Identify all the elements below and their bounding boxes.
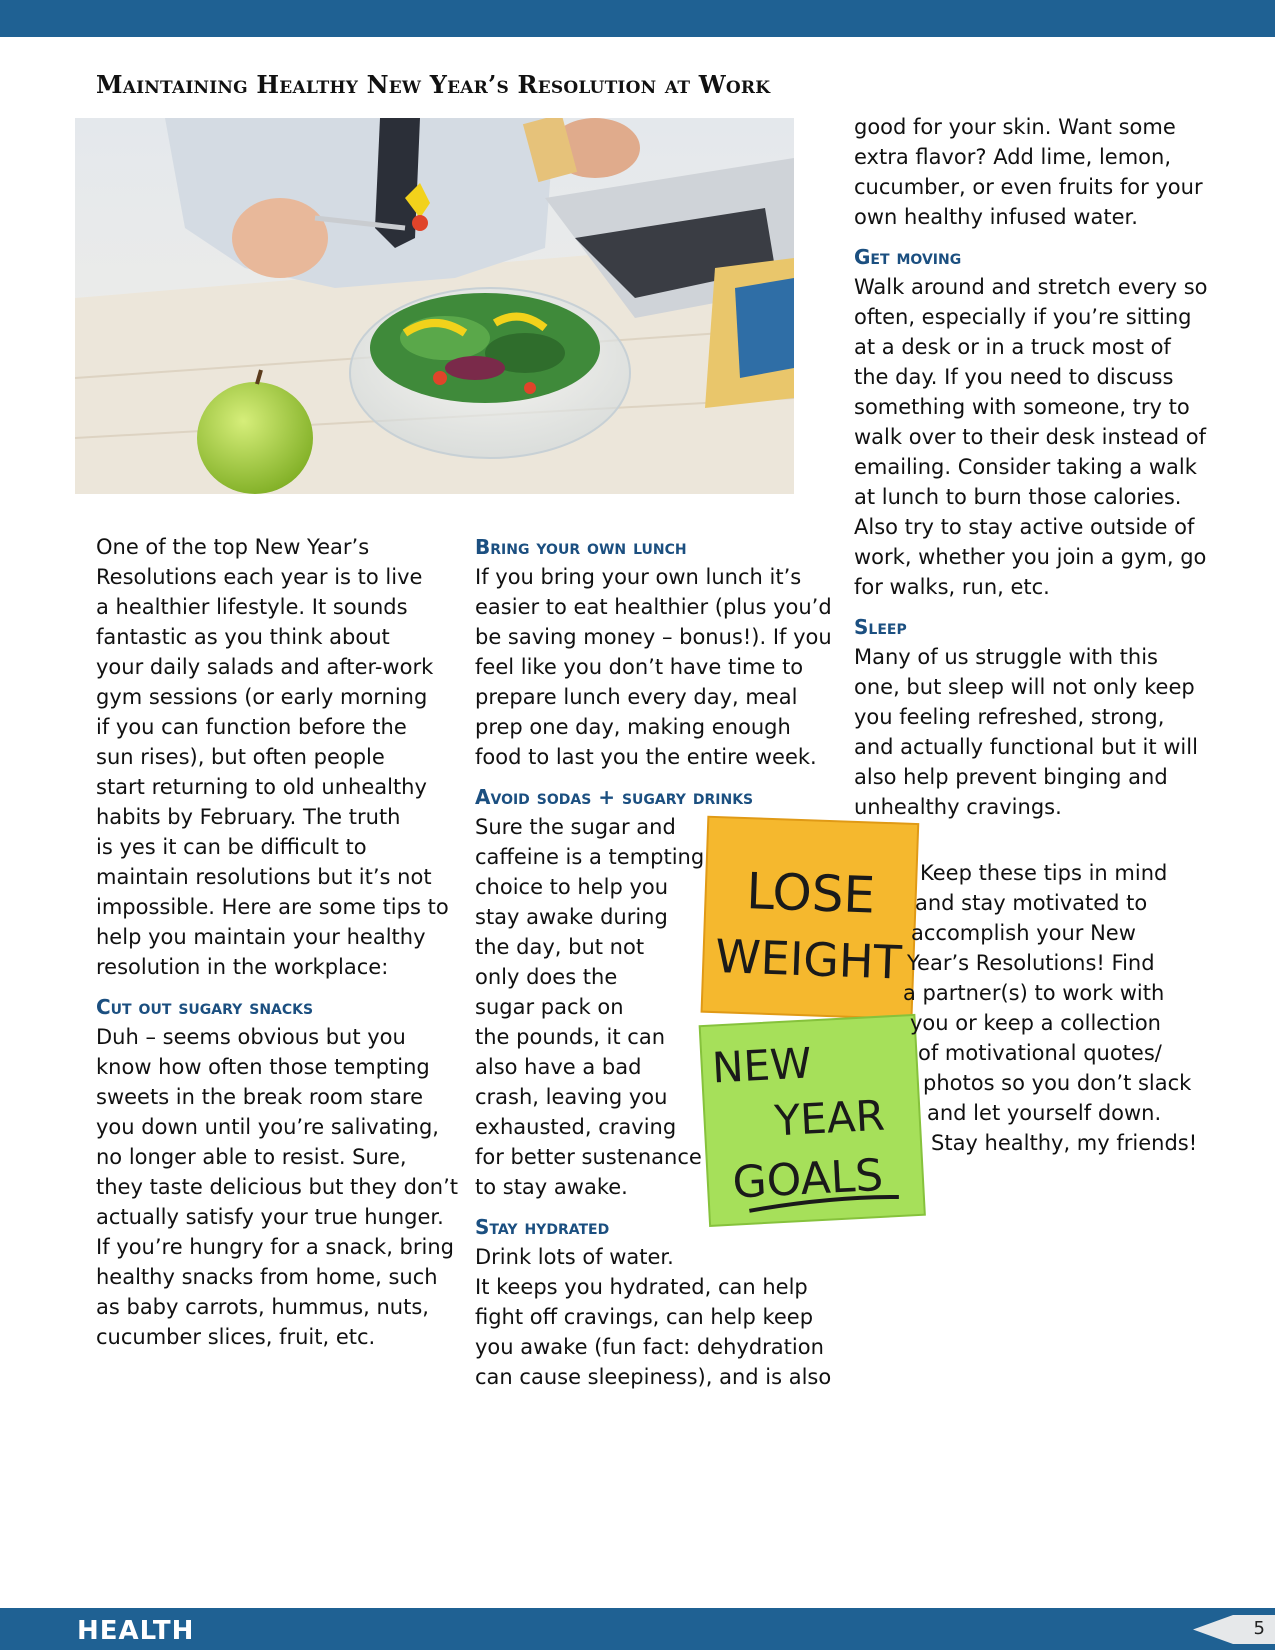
text-line: a healthier lifestyle. It sounds [96,595,408,619]
sleep-paragraph [854,642,1214,822]
text-line: help you maintain your healthy [96,925,426,949]
text-line: crash, leaving you [475,1085,668,1109]
text-line: caffeine is a tempting [475,845,705,869]
text-line: for walks, run, etc. [854,575,1050,599]
text-line: If you’re hungry for a snack, bring [96,1235,454,1259]
text-line: Many of us struggle with this [854,645,1158,669]
text-line: emailing. Consider taking a walk [854,455,1197,479]
text-line: at lunch to burn those calories. [854,485,1182,509]
text-line: and let yourself down. [927,1101,1162,1125]
note-line: YEAR [773,1090,886,1146]
text-line: be saving money – bonus!). If you [475,625,832,649]
hydrated-paragraph [475,1242,832,1392]
text-line: sugar pack on [475,995,624,1019]
text-line: sun rises), but often people [96,745,385,769]
text-line: easier to eat healthier (plus you’d [475,595,832,619]
text-line: work, whether you join a gym, go [854,545,1207,569]
text-line: start returning to old unhealthy [96,775,427,799]
text-line: often, especially if you’re sitting [854,305,1192,329]
text-line: fantastic as you think about [96,625,390,649]
text-line: as baby carrots, hummus, nuts, [96,1295,429,1319]
heading-stay-hydrated: Stay hydrated [475,1215,610,1239]
text-line: one, but sleep will not only keep [854,675,1195,699]
text-line: something with someone, try to [854,395,1190,419]
text-line: prepare lunch every day, meal [475,685,798,709]
text-line: also have a bad [475,1055,642,1079]
text-line: Year’s Resolutions! Find [907,951,1155,975]
text-line: of motivational quotes/ [918,1041,1162,1065]
text-line: If you bring your own lunch it’s [475,565,802,589]
text-line: walk over to their desk instead of [854,425,1206,449]
moving-paragraph [854,272,1214,602]
text-line: One of the top New Year’s [96,535,370,559]
text-line: the day. If you need to discuss [854,365,1174,389]
text-line: choice to help you [475,875,669,899]
text-line: maintain resolutions but it’s not [96,865,432,889]
section-label: HEALTH [77,1616,195,1646]
text-line: unhealthy cravings. [854,795,1062,819]
note-line: LOSE [745,862,877,925]
closing-paragraph [0,858,1275,1158]
text-line: to stay awake. [475,1175,628,1199]
text-line: Duh – seems obvious but you [96,1025,406,1049]
heading-sleep: Sleep [854,615,907,639]
text-line: you feeling refreshed, strong, [854,705,1165,729]
text-line: sweets in the break room stare [96,1085,424,1109]
text-line: you or keep a collection [910,1011,1161,1035]
text-line: cucumber slices, fruit, etc. [96,1325,376,1349]
text-line: stay awake during [475,905,668,929]
text-line: prep one day, making enough [475,715,791,739]
text-line: photos so you don’t slack [923,1071,1192,1095]
text-line: Resolutions each year is to live [96,565,423,589]
column-3 [854,112,1214,822]
salad-desk-photo [75,118,794,494]
text-line: Sure the sugar and [475,815,676,839]
text-line: food to last you the entire week. [475,745,817,769]
text-line: you down until you’re salivating, [96,1115,439,1139]
text-line: for better sustenance [475,1145,702,1169]
heading-cut-sugary-snacks: Cut out sugary snacks [96,995,314,1019]
text-line: exhausted, craving [475,1115,677,1139]
text-line: at a desk or in a truck most of [854,335,1171,359]
text-line: Keep these tips in mind [920,861,1168,885]
heading-avoid-sodas: Avoid sodas + sugary drinks [475,785,754,809]
text-line: Drink lots of water. [475,1245,674,1269]
note-line: WEIGHT [714,929,903,990]
text-line: the day, but not [475,935,645,959]
note-line: GOALS [731,1149,885,1209]
text-line: Also try to stay active outside of [854,515,1195,539]
page-number: 5 [1253,1618,1265,1639]
text-line: they taste delicious but they don’t [96,1175,459,1199]
text-line: only does the [475,965,618,989]
footer-bar [0,1608,1275,1650]
text-line: gym sessions (or early morning [96,685,428,709]
note-line: NEW [710,1038,813,1093]
text-line: actually satisfy your true hunger. [96,1205,444,1229]
text-line: own healthy infused water. [854,205,1138,229]
text-line: and actually functional but it will [854,735,1198,759]
text-line: habits by February. The truth [96,805,401,829]
text-line: It keeps you hydrated, can help [475,1275,808,1299]
text-line: the pounds, it can [475,1025,666,1049]
lunch-paragraph [475,562,832,772]
text-line: also help prevent binging and [854,765,1168,789]
text-line: impossible. Here are some tips to [96,895,449,919]
text-line: Walk around and stretch every so [854,275,1208,299]
text-line: a partner(s) to work with [903,981,1165,1005]
text-line: Stay healthy, my friends! [931,1131,1198,1155]
text-line: your daily salads and after-work [96,655,434,679]
heading-get-moving: Get moving [854,245,962,269]
text-line: accomplish your New [911,921,1136,945]
top-banner [0,0,1275,37]
hydrated-continued-paragraph [854,112,1214,232]
text-line: cucumber, or even fruits for your [854,175,1203,199]
text-line: know how often those tempting [96,1055,430,1079]
text-line: extra flavor? Add lime, lemon, [854,145,1171,169]
text-line: you awake (fun fact: dehydration [475,1335,824,1359]
heading-bring-lunch: Bring your own lunch [475,535,687,559]
text-line: healthy snacks from home, such [96,1265,438,1289]
text-line: fight off cravings, can help keep [475,1305,814,1329]
text-line: feel like you don’t have time to [475,655,804,679]
text-line: if you can function before the [96,715,407,739]
article-title: Maintaining Healthy New Year’s Resolution at Work [96,70,771,99]
text-line: and stay motivated to [915,891,1148,915]
text-line: resolution in the workplace: [96,955,389,979]
text-line: good for your skin. Want some [854,115,1176,139]
text-line: no longer able to resist. Sure, [96,1145,407,1169]
text-line: can cause sleepiness), and is also [475,1365,832,1389]
text-line: is yes it can be difficult to [96,835,367,859]
